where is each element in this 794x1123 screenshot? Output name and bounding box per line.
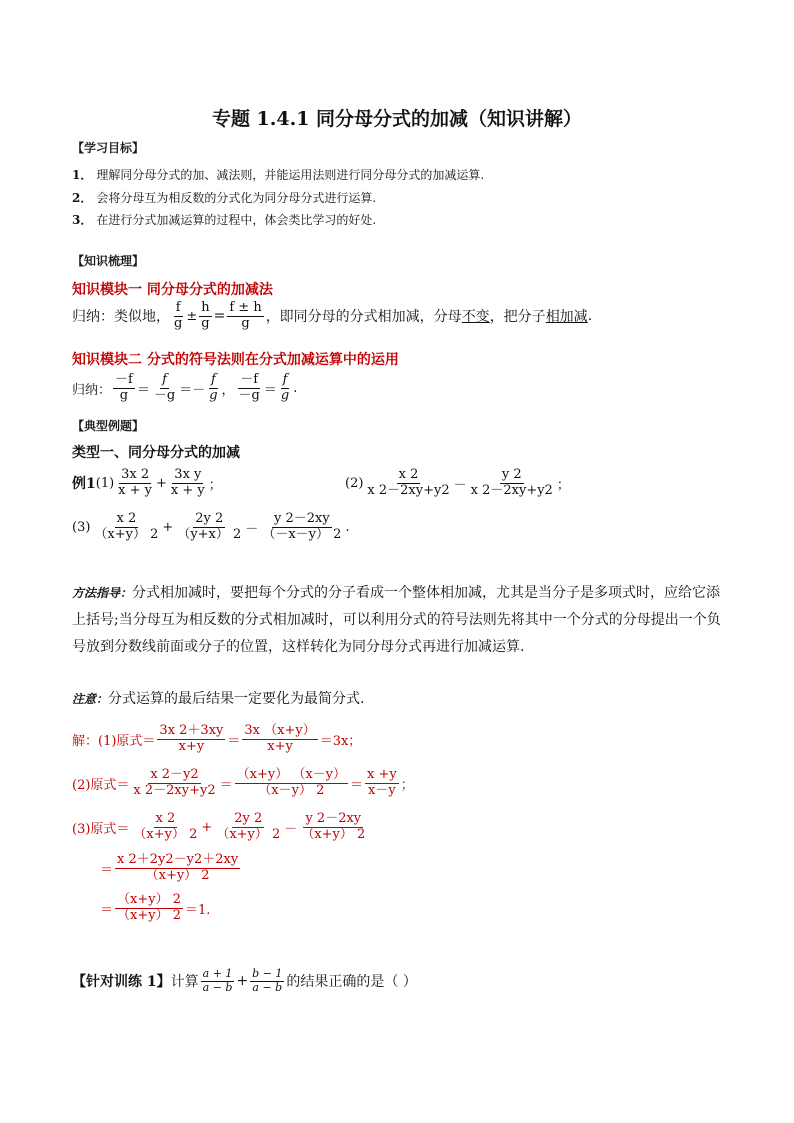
objective-item — [72, 189, 376, 206]
fraction: $\frac{\text{3x y}}{x + y}$ — [170, 467, 205, 498]
module2-prefix: 归纳： — [72, 382, 112, 398]
module1-rule: 归纳：类似地， $\frac{f}{g}$ ± $\frac{h}{g}$ = $\frac{f \pm h}{g}$ ，即同分母的分式相加减，分母 不变 ，把分子 相加减 . — [72, 300, 593, 331]
fraction: $\frac{x 2}{(x+y) 2}$ — [94, 511, 159, 542]
objective-text: 理解同分母分式的加、减法则，并能运用法则进行同分母分式的加减运算. — [96, 168, 485, 182]
fraction: $\frac{x 2+2y2-y2+2xy}{(x+y) 2}$ — [117, 852, 239, 883]
fraction: $\frac{x 2}{(x+y) 2}$ — [133, 811, 198, 842]
solution-step4: ＝ $\frac{x 2+2y2-y2+2xy}{(x+y) 2}$ — [100, 852, 239, 883]
note-paragraph — [72, 688, 364, 708]
example1-part3: (3) $\frac{x 2}{(x+y) 2}$ + $\frac{2y 2}{(y+x) 2}$ － $\frac{y 2-2xy}{(-x-y) 2}$ . — [72, 511, 350, 542]
example1-part1: 例1 (1) $\frac{3x 2}{x + y}$ + $\frac{\text{3x y}}{x + y}$ ； — [72, 467, 222, 498]
method-label: 方法指导： — [72, 586, 133, 600]
fraction: $\frac{3x 2+3xy}{x+y}$ — [159, 723, 224, 754]
fraction: $\frac{2y 2}{(x+y) 2}$ — [216, 811, 281, 842]
fraction: $\frac{f}{-g}$ — [153, 372, 176, 403]
fraction: $\frac{(x+y) 2}{(x+y) 2}$ — [117, 892, 181, 923]
fraction: $\frac{3x (x+y)}{x+y}$ — [244, 723, 316, 754]
module1-prefix: 归纳：类似地， — [72, 309, 170, 326]
method-paragraph — [72, 580, 724, 661]
fraction: $\frac{x 2}{x 2-2xy+y2}$ — [367, 467, 450, 498]
objective-num: 2． — [72, 191, 93, 205]
fraction: $\frac{f}{g}$ — [174, 300, 183, 331]
fraction: $\frac{f \pm h}{g}$ — [229, 300, 262, 331]
objective-text: 会将分母互为相反数的分式化为同分母分式进行运算. — [96, 191, 377, 205]
fraction: $\frac{-f}{-g}$ — [238, 372, 260, 403]
fraction: $\frac{x 2-y2}{x 2-2xy+y2}$ — [133, 767, 216, 798]
solution-step3: (3)原式＝ $\frac{x 2}{(x+y) 2}$ + $\frac{2y 2}{(x+y) 2}$ － $\frac{y 2-2xy}{(x+y) 2}$ — [72, 811, 366, 842]
fraction: $\frac{f}{g}$ — [209, 372, 218, 403]
objective-item — [72, 166, 484, 183]
fraction: $\frac{h}{g}$ — [201, 300, 210, 331]
underlined-answer: 不变 — [461, 309, 490, 326]
fraction: $\frac{-f}{g}$ — [115, 372, 133, 403]
page-title: 专题 1.4.1 同分母分式的加减（知识讲解） — [211, 108, 583, 130]
solution-step5: ＝ $\frac{(x+y) 2}{(x+y) 2}$ ＝1. — [100, 892, 211, 923]
section-objectives: 【学习目标】 — [72, 141, 145, 155]
solution-step1: 解：(1)原式＝ $\frac{3x 2+3xy}{x+y}$ ＝ $\frac{3x (x+y)}{x+y}$ ＝3x； — [72, 723, 362, 754]
practice-label: 【针对训练 1】 — [72, 974, 171, 991]
module2-rule: 归纳： $\frac{-f}{g}$ ＝ $\frac{f}{-g}$ ＝ － $\frac{f}{g}$ ， $\frac{-f}{-g}$ ＝ $\frac{f}{g}$ . — [72, 372, 298, 403]
objective-text: 在进行分式加减运算的过程中，体会类比学习的好处. — [96, 213, 377, 227]
fraction: $\frac{y 2}{x 2-2xy+y2}$ — [470, 467, 553, 498]
section-examples: 【典型例题】 — [72, 419, 145, 433]
example1-part2: (2) $\frac{x 2}{x 2-2xy+y2}$ － $\frac{y 2}{x 2-2xy+y2}$ ； — [345, 467, 570, 498]
practice-question: 【针对训练 1】 计算 $\frac{a + 1}{a - b}$ + $\frac{b - 1}{a - b}$ 的结果正确的是（ ） — [72, 967, 417, 994]
fraction: $\frac{y 2-2xy}{(x+y) 2}$ — [301, 811, 366, 842]
type1-title: 类型一、同分母分式的加减 — [72, 445, 240, 461]
objective-item — [72, 211, 376, 228]
method-text: 分式相加减时，要把每个分式的分子看成一个整体相加减，尤其是当分子是多项式时，应给它添上括号;当分母互为相反数的分式相加减时，可以利用分式的符号法则先将其中一个分式的分母提出一个负号放到分数线前面或分子的位置，这样转化为同分母分式再进行加减运算. — [72, 585, 721, 655]
fraction: $\frac{(x+y) (x-y)}{(x-y) 2}$ — [236, 767, 347, 798]
underlined-answer: 相加减 — [545, 309, 588, 326]
fraction: $\frac{3x 2}{x + y}$ — [118, 467, 153, 498]
section-knowledge: 【知识梳理】 — [72, 254, 145, 268]
module2-title: 知识模块二 分式的符号法则在分式加减运算中的运用 — [72, 352, 399, 368]
note-text: 分式运算的最后结果一定要化为最简分式. — [108, 691, 365, 707]
note-label: 注意： — [72, 692, 109, 706]
solution-step2: (2)原式＝ $\frac{x 2-y2}{x 2-2xy+y2}$ ＝ $\frac{(x+y) (x-y)}{(x-y) 2}$ ＝ $\frac{x +y}{x-y}$ ； — [72, 767, 414, 798]
fraction: $\frac{b - 1}{a - b}$ — [252, 967, 283, 994]
example-label: 例1 — [72, 476, 96, 493]
fraction: $\frac{a + 1}{a - b}$ — [202, 967, 233, 994]
objective-num: 3． — [72, 213, 93, 227]
objective-num: 1． — [72, 168, 93, 182]
fraction: $\frac{2y 2}{(y+x) 2}$ — [177, 511, 242, 542]
fraction: $\frac{y 2-2xy}{(-x-y) 2}$ — [262, 511, 342, 542]
fraction: $\frac{x +y}{x-y}$ — [367, 767, 397, 798]
module1-title: 知识模块一 同分母分式的加减法 — [72, 282, 273, 298]
fraction: $\frac{f}{g}$ — [280, 372, 290, 403]
